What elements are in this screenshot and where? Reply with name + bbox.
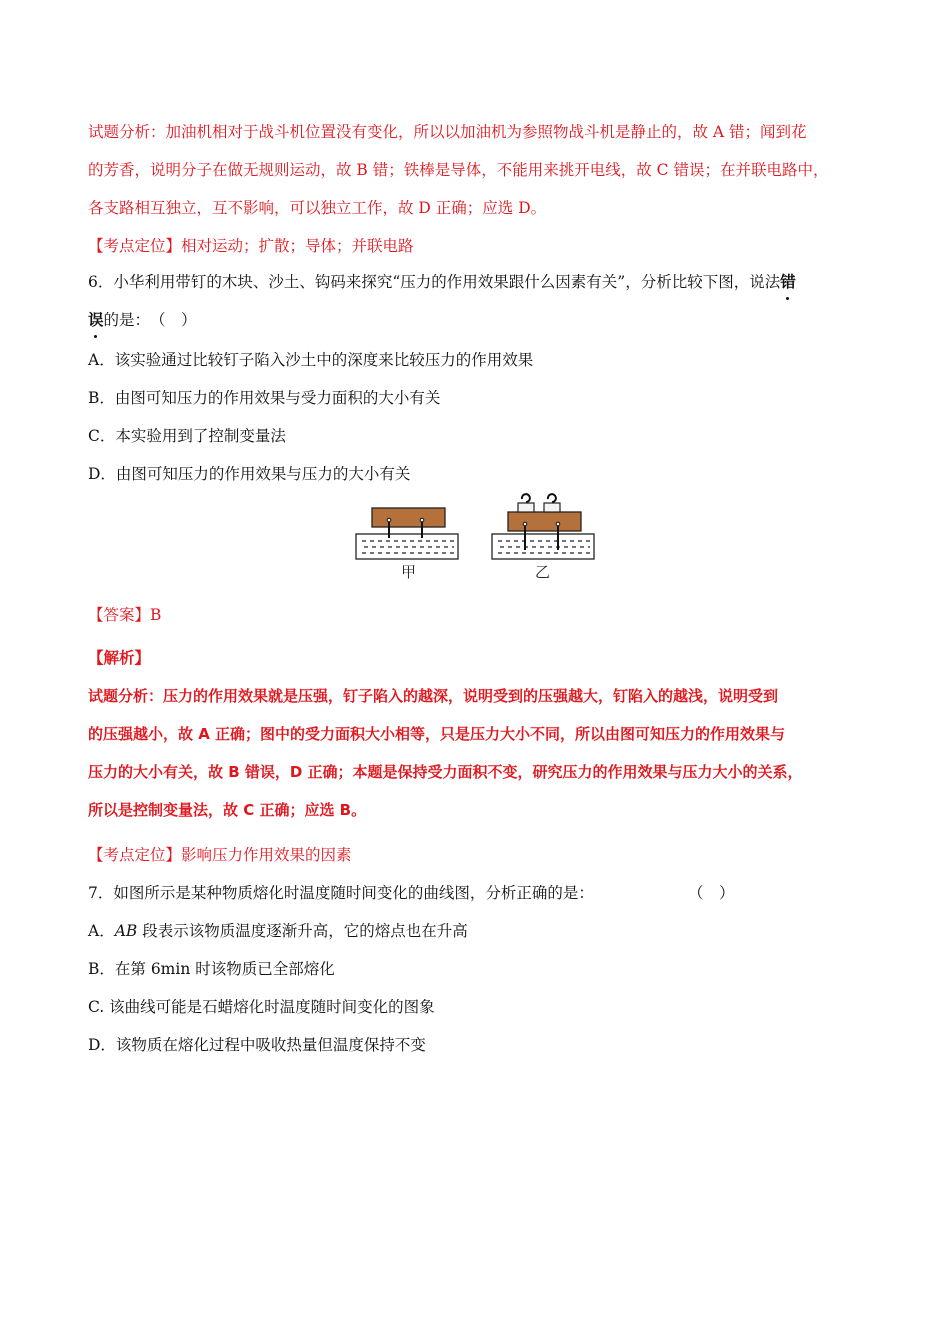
q6-answer: 【答案】B <box>88 606 162 624</box>
q7-option-d: D．该物质在熔化过程中吸收热量但温度保持不变 <box>88 1036 426 1054</box>
nails-jia <box>389 520 422 538</box>
q6-analysis-line-4: 所以是控制变量法，故 C 正确；应选 B。 <box>88 801 367 819</box>
q7-option-a-prefix: A． <box>88 922 115 940</box>
q7-option-b: B．在第 6min 时该物质已全部熔化 <box>88 960 335 978</box>
q6-stem-text: 6．小华利用带钉的木块、沙土、钩码来探究“压力的作用效果跟什么因素有关”，分析比较下图，说法 <box>88 273 781 291</box>
q6-analysis-line-2: 的压强越小，故 A 正确；图中的受力面积大小相等，只是压力大小不同，所以由图可知压力的作用效果与 <box>88 725 786 743</box>
figure-label-jia: 甲 <box>401 563 417 581</box>
q7-answer-paren: （ ） <box>688 884 735 902</box>
q7-option-c: C. 该曲线可能是石蜡熔化时温度随时间变化的图象 <box>88 998 435 1016</box>
q6-kaodian: 【考点定位】影响压力作用效果的因素 <box>88 846 352 864</box>
prev-analysis-line-1: 试题分析：加油机相对于战斗机位置没有变化，所以以加油机为参照物战斗机是静止的，故 A 错；闻到花 <box>88 123 807 141</box>
q6-stem-line-2 <box>88 308 878 332</box>
figure-label-yi: 乙 <box>535 563 551 581</box>
sand-dashes-jia <box>362 541 454 553</box>
q6-emphasis-cuo: 错 <box>780 270 796 294</box>
q6-stem-line-1 <box>88 270 878 294</box>
q6-option-d: D．由图可知压力的作用效果与压力的大小有关 <box>88 465 411 483</box>
nails-yi <box>525 524 558 550</box>
prev-analysis-line-2: 的芳香，说明分子在做无规则运动，故 B 错；铁棒是导体，不能用来挑开电线，故 C 错误；在并联电路中， <box>88 161 829 179</box>
sand-box-yi <box>492 534 594 559</box>
q6-emphasis-wu: 误 <box>88 308 104 332</box>
wood-block-yi <box>508 512 581 531</box>
q6-stem-rest: 的是： （ ） <box>103 311 197 329</box>
q6-option-b: B．由图可知压力的作用效果与受力面积的大小有关 <box>88 389 441 407</box>
sand-box-jia <box>356 534 458 559</box>
q7-option-a-ab: AB <box>114 922 138 940</box>
figure-yi <box>492 494 594 559</box>
q6-option-c: C．本实验用到了控制变量法 <box>88 427 286 445</box>
hook-weights <box>518 494 560 512</box>
sand-dashes-yi <box>498 541 590 553</box>
q6-jiexi-title: 【解析】 <box>88 649 151 667</box>
q7-stem <box>88 881 878 905</box>
prev-kaodian: 【考点定位】相对运动；扩散；导体；并联电路 <box>88 237 414 255</box>
q6-option-a: A．该实验通过比较钉子陷入沙土中的深度来比较压力的作用效果 <box>88 351 534 369</box>
q7-option-a-text: 段表示该物质温度逐渐升高，它的熔点也在升高 <box>137 922 468 940</box>
figure-jia <box>356 508 458 559</box>
q6-analysis-line-3: 压力的大小有关，故 B 错误，D 正确；本题是保持受力面积不变，研究压力的作用效果与压力大小的关系， <box>88 763 803 781</box>
q6-analysis-line-1: 试题分析：压力的作用效果就是压强，钉子陷入的越深，说明受到的压强越大，钉陷入的越浅，说明受到 <box>88 687 779 705</box>
wood-block-jia <box>372 508 445 527</box>
q7-option-a <box>88 919 878 943</box>
q7-stem-text: 7．如图所示是某种物质熔化时温度随时间变化的曲线图，分析正确的是： <box>88 884 594 902</box>
prev-analysis-line-3: 各支路相互独立，互不影响，可以独立工作，故 D 正确；应选 D。 <box>88 199 547 217</box>
